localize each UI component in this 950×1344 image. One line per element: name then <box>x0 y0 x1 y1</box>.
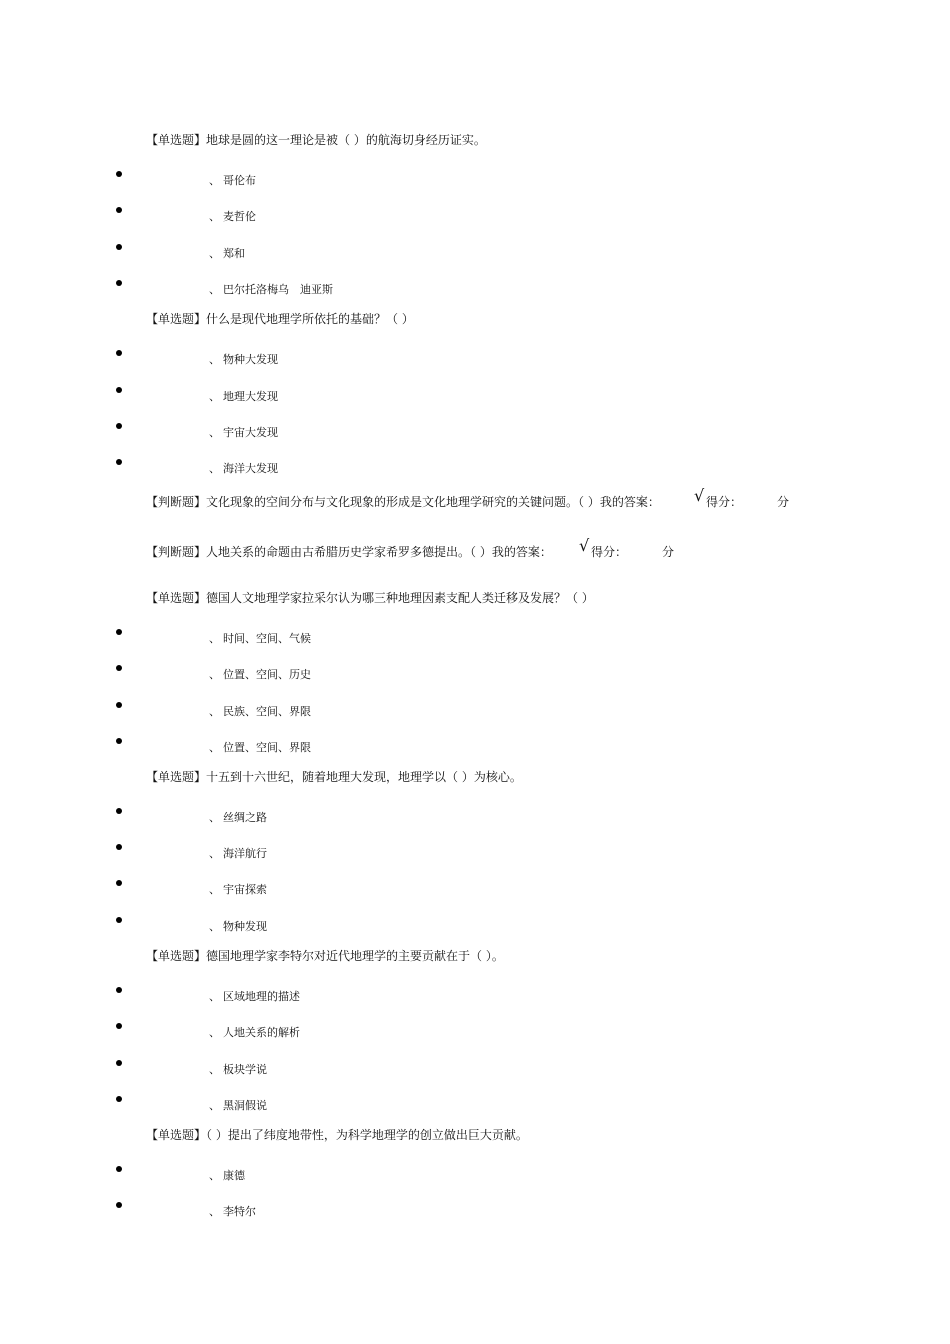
option-label: 区域地理的描述 <box>223 990 300 1003</box>
bullet-icon <box>116 629 122 635</box>
option-separator: 、 <box>209 210 220 223</box>
option-separator: 、 <box>209 1063 220 1076</box>
option-label: 郑和 <box>223 247 245 260</box>
option-label: 人地关系的解析 <box>223 1026 300 1039</box>
bullet-icon <box>116 880 122 886</box>
option-separator: 、 <box>209 741 220 754</box>
question-title: 【单选题】德国地理学家李特尔对近代地理学的主要贡献在于（ ）。 <box>146 949 504 963</box>
option-item[interactable] <box>0 389 600 405</box>
option-label: 康德 <box>223 1169 245 1182</box>
option-item[interactable] <box>0 631 600 647</box>
option-label: 麦哲伦 <box>223 210 256 223</box>
option-label: 宇宙探索 <box>223 883 267 896</box>
option-separator: 、 <box>209 1205 220 1218</box>
option-separator: 、 <box>209 920 220 933</box>
option-item[interactable] <box>0 989 600 1005</box>
question-title: 【单选题】地球是圆的这一理论是被（ ）的航海切身经历证实。 <box>146 133 486 147</box>
option-label: 巴尔托洛梅乌 迪亚斯 <box>223 283 333 296</box>
bullet-icon <box>116 280 122 286</box>
bullet-icon <box>116 1060 122 1066</box>
option-item[interactable] <box>0 1168 600 1184</box>
bullet-icon <box>116 738 122 744</box>
option-item[interactable] <box>0 846 600 862</box>
option-separator: 、 <box>209 283 220 296</box>
judgement-text: 【判断题】人地关系的命题由古希腊历史学家希罗多德提出。（ ）我的答案： <box>146 545 552 559</box>
bullet-icon <box>116 1023 122 1029</box>
option-label: 位置、空间、界限 <box>223 741 311 754</box>
question-title: 【单选题】德国人文地理学家拉采尔认为哪三种地理因素支配人类迁移及发展？（ ） <box>146 591 594 605</box>
option-separator: 、 <box>209 462 220 475</box>
option-label: 哥伦布 <box>223 174 256 187</box>
option-label: 丝绸之路 <box>223 811 267 824</box>
option-label: 海洋大发现 <box>223 462 278 475</box>
option-separator: 、 <box>209 1099 220 1112</box>
option-separator: 、 <box>209 811 220 824</box>
option-separator: 、 <box>209 847 220 860</box>
option-item[interactable] <box>0 704 600 720</box>
option-label: 物种发现 <box>223 920 267 933</box>
option-separator: 、 <box>209 426 220 439</box>
option-item[interactable] <box>0 1025 600 1041</box>
option-item[interactable] <box>0 919 600 935</box>
option-separator: 、 <box>209 390 220 403</box>
question-title: 【单选题】十五到十六世纪，随着地理大发现，地理学以（ ）为核心。 <box>146 770 522 784</box>
check-mark-icon: √ <box>579 536 590 555</box>
option-separator: 、 <box>209 883 220 896</box>
bullet-icon <box>116 387 122 393</box>
bullet-icon <box>116 423 122 429</box>
option-separator: 、 <box>209 1169 220 1182</box>
option-label: 板块学说 <box>223 1063 267 1076</box>
option-label: 宇宙大发现 <box>223 426 278 439</box>
bullet-icon <box>116 171 122 177</box>
option-item[interactable] <box>0 246 600 262</box>
option-separator: 、 <box>209 668 220 681</box>
option-separator: 、 <box>209 353 220 366</box>
bullet-icon <box>116 808 122 814</box>
bullet-icon <box>116 702 122 708</box>
option-item[interactable] <box>0 209 600 225</box>
score-label: 得分： <box>706 495 743 509</box>
option-label: 地理大发现 <box>223 390 278 403</box>
bullet-icon <box>116 987 122 993</box>
option-separator: 、 <box>209 990 220 1003</box>
judgement-question <box>146 486 846 510</box>
option-label: 海洋航行 <box>223 847 267 860</box>
option-item[interactable] <box>0 810 600 826</box>
bullet-icon <box>116 207 122 213</box>
option-label: 李特尔 <box>223 1205 256 1218</box>
option-item[interactable] <box>0 667 600 683</box>
option-separator: 、 <box>209 705 220 718</box>
judgement-text: 【判断题】文化现象的空间分布与文化现象的形成是文化地理学研究的关键问题。（ ）我的答案： <box>146 495 660 509</box>
bullet-icon <box>116 917 122 923</box>
option-item[interactable] <box>0 282 600 298</box>
score-label: 得分： <box>591 545 628 559</box>
option-label: 时间、空间、气候 <box>223 632 311 645</box>
option-item[interactable] <box>0 352 600 368</box>
bullet-icon <box>116 665 122 671</box>
option-separator: 、 <box>209 247 220 260</box>
score-unit: 分 <box>777 495 790 509</box>
question-title: 【单选题】什么是现代地理学所依托的基础？（ ） <box>146 312 414 326</box>
bullet-icon <box>116 1096 122 1102</box>
judgement-question <box>146 536 846 560</box>
option-label: 民族、空间、界限 <box>223 705 311 718</box>
bullet-icon <box>116 244 122 250</box>
option-item[interactable] <box>0 740 600 756</box>
option-label: 黑洞假说 <box>223 1099 267 1112</box>
option-separator: 、 <box>209 632 220 645</box>
option-item[interactable] <box>0 173 600 189</box>
option-label: 物种大发现 <box>223 353 278 366</box>
option-item[interactable] <box>0 461 600 477</box>
option-label: 位置、空间、历史 <box>223 668 311 681</box>
option-item[interactable] <box>0 1062 600 1078</box>
score-unit: 分 <box>662 545 675 559</box>
option-item[interactable] <box>0 1098 600 1114</box>
option-separator: 、 <box>209 1026 220 1039</box>
bullet-icon <box>116 1166 122 1172</box>
bullet-icon <box>116 459 122 465</box>
option-item[interactable] <box>0 1204 600 1220</box>
bullet-icon <box>116 844 122 850</box>
option-item[interactable] <box>0 425 600 441</box>
question-title: 【单选题】（ ）提出了纬度地带性，为科学地理学的创立做出巨大贡献。 <box>146 1128 528 1142</box>
option-item[interactable] <box>0 882 600 898</box>
check-mark-icon: √ <box>694 486 705 505</box>
option-separator: 、 <box>209 174 220 187</box>
bullet-icon <box>116 350 122 356</box>
bullet-icon <box>116 1202 122 1208</box>
